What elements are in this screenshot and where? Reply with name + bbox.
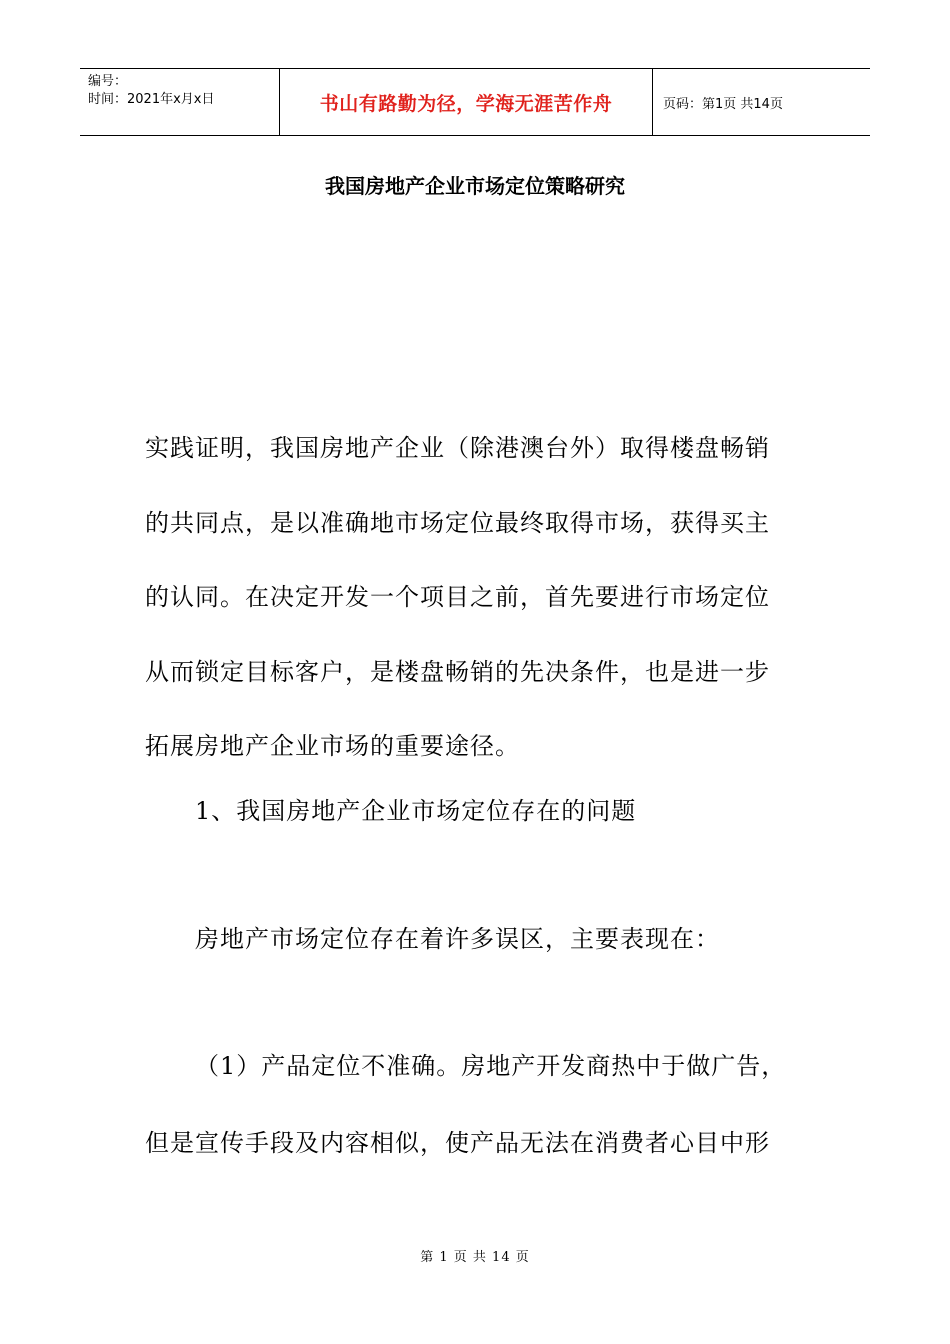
body-line: 的认同。在决定开发一个项目之前，首先要进行市场定位 [145,583,770,611]
header-page-cell [653,69,870,135]
code-label: 编号： [88,74,128,89]
header-meta-cell [80,69,280,135]
page-footer: 第 1 页 共 14 页 [420,1250,530,1265]
motto: 书山有路勤为径，学海无涯苦作舟 [319,92,613,115]
body-line: 从而锁定目标客户，是楼盘畅销的先决条件，也是进一步 [145,658,770,686]
page-info: 页码：第1页 共14页 [663,96,783,112]
section-heading: 1、我国房地产企业市场定位存在的问题 [195,797,637,825]
body-line: 房地产市场定位存在着许多误区，主要表现在： [195,925,720,953]
body-line: 但是宣传手段及内容相似，使产品无法在消费者心目中形 [145,1129,770,1157]
body-line: （1）产品定位不准确。房地产开发商热中于做广告， [195,1052,787,1080]
body-line: 拓展房地产企业市场的重要途径。 [145,732,520,760]
header-motto-cell [280,69,653,135]
body-line: 实践证明，我国房地产企业（除港澳台外）取得楼盘畅销 [145,434,770,462]
body-line: 的共同点，是以准确地市场定位最终取得市场，获得买主 [145,509,770,537]
document-title: 我国房地产企业市场定位策略研究 [325,174,625,198]
header-table [80,68,870,136]
date-label: 时间：2021年x月x日 [88,92,215,107]
